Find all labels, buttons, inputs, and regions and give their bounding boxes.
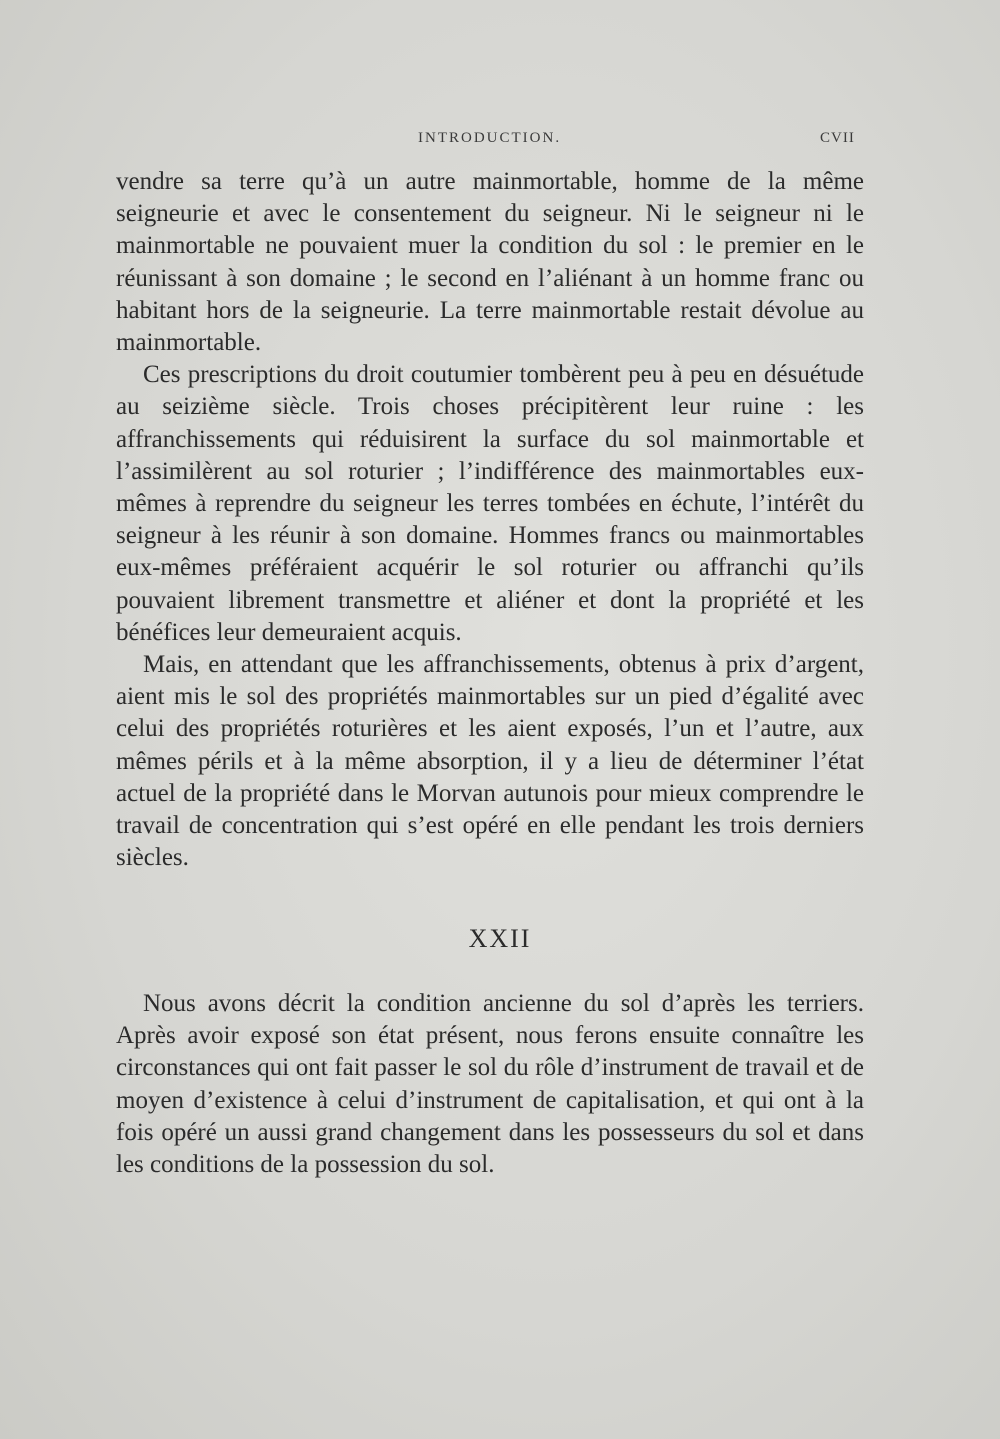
main-text <box>116 166 864 874</box>
paragraph: Nous avons décrit la condition ancienne du sol d’après les terriers. Après avoir exposé son état présent, nous ferons ensuite connaître les circonstances qui ont fait passer le sol du rôle d’instrument de travail et de moyen d’existence à celui d’instrument de capitalisation, et qui ont à la fois opéré un aussi grand changement dans les possesseurs du sol et dans les conditions de la possession du sol. <box>116 990 864 1179</box>
section-heading: XXII <box>468 924 532 953</box>
page-number: CVII <box>820 130 855 146</box>
paragraph: Mais, en attendant que les affranchissements, obtenus à prix d’argent, aient mis le sol des propriétés mainmortables sur un pied d’égalité avec celui des propriétés roturières et les aient exposés, l’un et l’autre, aux mêmes périls et à la même absorption, il y a lieu de déterminer l’état actuel de la propriété dans le Morvan autunois pour mieux comprendre le travail de concentration qui s’est opéré en elle pendant les trois derniers siècles. <box>116 651 864 872</box>
section-text <box>116 988 864 1181</box>
running-header <box>0 130 1000 154</box>
paragraph-continuation: vendre sa terre qu’à un autre mainmortable, homme de la même seigneurie et avec le consentement du seigneur. Ni le seigneur ni le mainmortable ne pouvaient muer la condition du sol : le premier en le réunissant à son domaine ; le second en l’aliénant à un homme franc ou habitant hors de la seigneurie. La terre mainmortable restait dévolue au mainmortable. <box>116 168 864 357</box>
paragraph: Ces prescriptions du droit coutumier tombèrent peu à peu en désuétude au seizième siècle. Trois choses précipitèrent leur ruine : les affranchissements qui réduisirent la surface du sol mainmortable et l’assimilèrent au sol roturier ; l’indifférence des mainmortables eux-mêmes à reprendre du seigneur les terres tombées en échute, l’intérêt du seigneur à les réunir à son domaine. Hommes francs ou mainmortables eux-mêmes préféraient acquérir le sol roturier ou affranchi qu’ils pouvaient librement transmettre et aliéner et dont la propriété et les bénéfices leur demeuraient acquis. <box>116 361 864 646</box>
running-title: INTRODUCTION. <box>418 130 562 146</box>
